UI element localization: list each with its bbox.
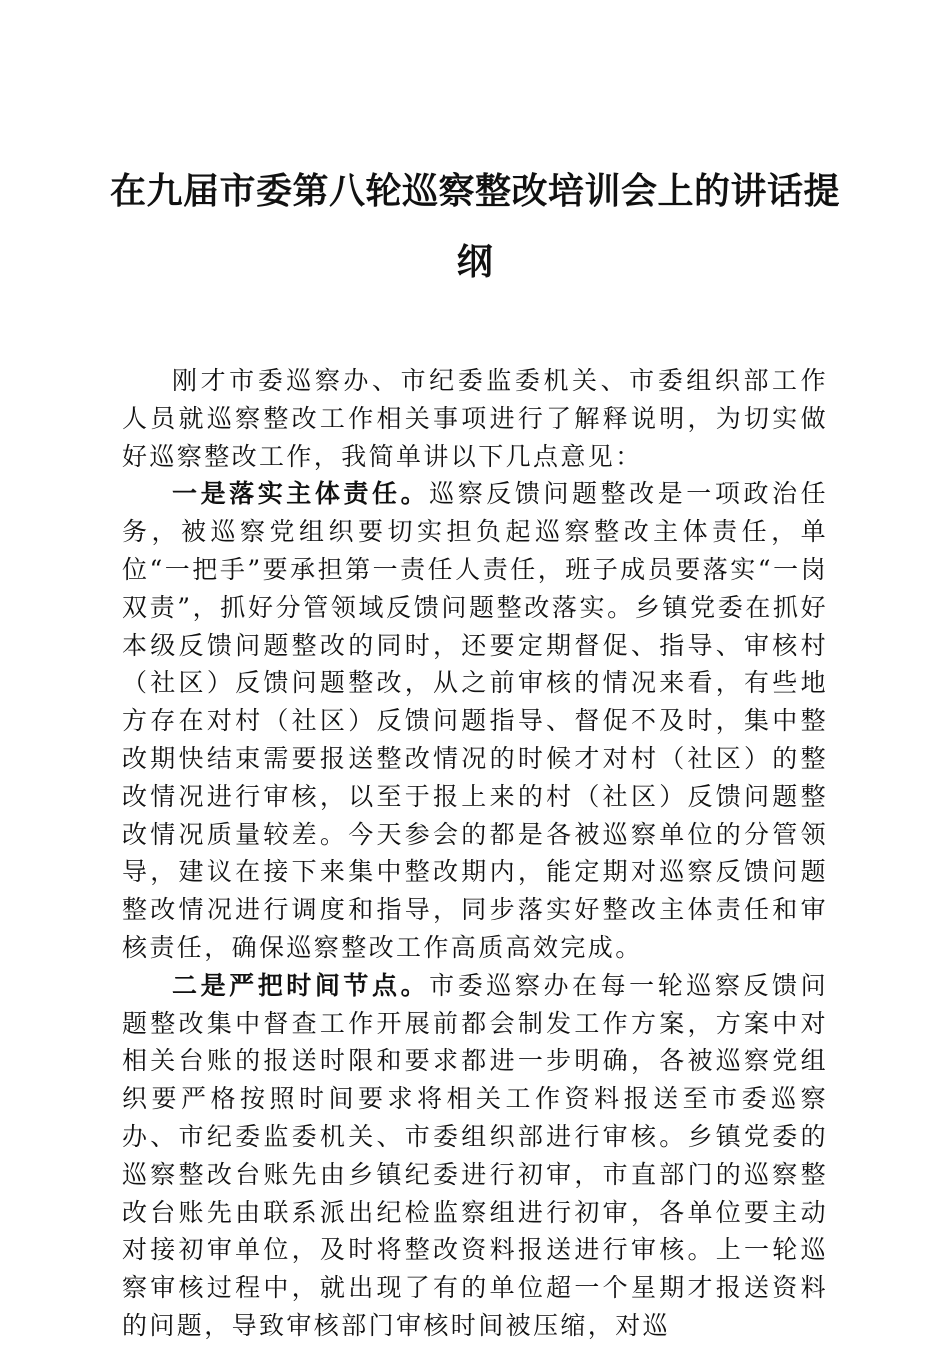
paragraph-point-1-heading: 一是落实主体责任。: [172, 479, 430, 509]
document-title-line-1: 在九届市委第八轮巡察整改培训会上的讲话提: [109, 170, 840, 212]
paragraph-intro-text: 刚才市委巡察办、市纪委监委机关、市委组织部工作人员就巡察整改工作相关事项进行了解释说明，为切实做好巡察整改工作，我简单讲以下几点意见：: [122, 366, 828, 471]
paragraph-point-1: [122, 475, 828, 966]
document-title-line-2: 纲: [456, 241, 494, 283]
paragraph-point-1-text: 巡察反馈问题整改是一项政治任务，被巡察党组织要切实担负起巡察整改主体责任，单位“一把手”要承担第一责任人责任，班子成员要落实“一岗双责”，抓好分管领域反馈问题整改落实。乡镇党委在抓好本级反馈问题整改的同时，还要定期督促、指导、审核村（社区）反馈问题整改，从之前审核的情况来看，有些地方存在对村（社区）反馈问题指导、督促不及时，集中整改期快结束需要报送整改情况的时候才对村（社区）的整改情况进行审核，以至于报上来的村（社区）反馈问题整改情况质量较差。今天参会的都是各被巡察单位的分管领导，建议在接下来集中整改期内，能定期对巡察反馈问题整改情况进行调度和指导，同步落实好整改主体责任和审核责任，确保巡察整改工作高质高效完成。: [122, 479, 828, 962]
paragraph-point-2-text: 市委巡察办在每一轮巡察反馈问题整改集中督查工作开展前都会制发工作方案，方案中对相关台账的报送时限和要求都进一步明确，各被巡察党组织要严格按照时间要求将相关工作资料报送至市委巡察办、市纪委监委机关、市委组织部进行审核。乡镇党委的巡察整改台账先由乡镇纪委进行初审，市直部门的巡察整改台账先由联系派出纪检监察组进行初审，各单位要主动对接初审单位，及时将整改资料报送进行审核。上一轮巡察审核过程中，就出现了有的单位超一个星期才报送资料的问题，导致审核部门审核时间被压缩，对巡: [122, 970, 828, 1340]
paragraph-intro: [122, 362, 828, 475]
document-body: [122, 362, 828, 1345]
paragraph-point-2-heading: 二是严把时间节点。: [172, 970, 430, 1000]
paragraph-point-2: [122, 967, 828, 1345]
